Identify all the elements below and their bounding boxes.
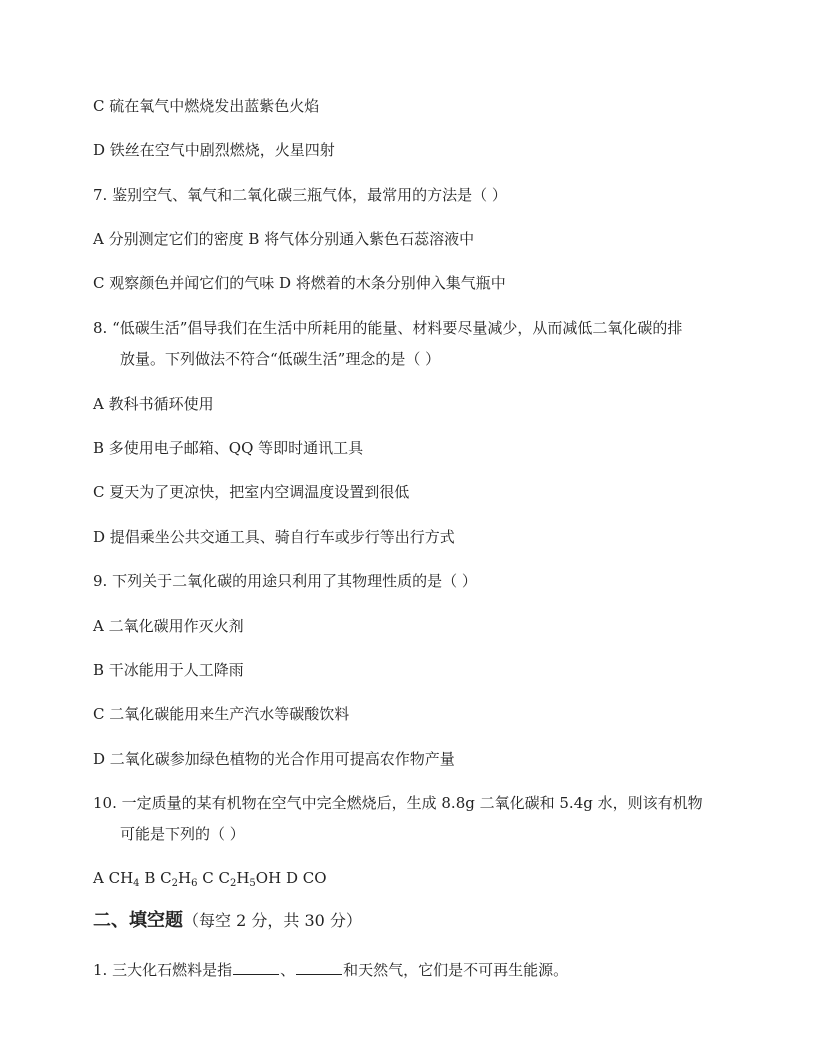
- fill-1-blank-1[interactable]: [233, 960, 279, 975]
- question-10-line2: 可能是下列的（ ）: [120, 825, 245, 843]
- option-q9c: C 二氧化碳能用来生产汽水等碳酸饮料: [93, 705, 350, 723]
- options-q7-cd: C 观察颜色并闻它们的气味 D 将燃着的木条分别伸入集气瓶中: [93, 274, 506, 292]
- q10-b-label: B C: [139, 869, 172, 887]
- q10-d-label: D CO: [281, 869, 327, 887]
- q10-c-label: C C: [197, 869, 230, 887]
- q10-c-mid: H: [236, 869, 250, 887]
- q10-c-sub1: 2: [229, 878, 237, 889]
- q10-b-mid: H: [177, 869, 192, 887]
- option-q6c: C 硫在氧气中燃烧发出蓝紫色火焰: [93, 97, 320, 115]
- option-q9b: B 干冰能用于人工降雨: [93, 661, 244, 679]
- options-q7-ab: A 分别测定它们的密度 B 将气体分别通入紫色石蕊溶液中: [93, 230, 475, 248]
- fill-1-blank-2[interactable]: [296, 960, 342, 975]
- fill-1-sep: 、: [280, 961, 296, 979]
- option-q6d: D 铁丝在空气中剧烈燃烧，火星四射: [93, 141, 335, 159]
- option-q8b: B 多使用电子邮箱、QQ 等即时通讯工具: [93, 439, 364, 457]
- question-9: 9. 下列关于二氧化碳的用途只利用了其物理性质的是（ ）: [93, 572, 477, 590]
- question-7: 7. 鉴别空气、氧气和二氧化碳三瓶气体，最常用的方法是（ ）: [93, 186, 507, 204]
- q10-c-end: OH: [255, 869, 282, 887]
- section-2-heading: [93, 909, 362, 933]
- fill-1-prefix: 1. 三大化石燃料是指: [93, 961, 233, 979]
- option-q9a: A 二氧化碳用作灭火剂: [93, 617, 244, 635]
- question-10-line1: 10. 一定质量的某有机物在空气中完全燃烧后，生成 8.8g 二氧化碳和 5.4g 水，则该有机物: [93, 794, 703, 812]
- q10-b-sub1: 2: [171, 878, 178, 889]
- option-q9d: D 二氧化碳参加绿色植物的光合作用可提高农作物产量: [93, 750, 455, 768]
- question-8-line2: 放量。下列做法不符合“低碳生活”理念的是（ ）: [120, 350, 441, 368]
- fill-1-suffix: 和天然气，它们是不可再生能源。: [343, 961, 569, 979]
- options-q10: [93, 868, 327, 888]
- q10-a-label: A CH: [93, 869, 134, 887]
- q10-c-sub2: 5: [249, 878, 256, 889]
- q10-a-sub: 4: [133, 878, 140, 889]
- section-2-score: （每空 2 分，共 30 分）: [183, 911, 362, 930]
- fill-question-1: [93, 960, 568, 980]
- q10-b-sub2: 6: [191, 878, 198, 889]
- option-q8c: C 夏天为了更凉快，把室内空调温度设置到很低: [93, 483, 410, 501]
- question-8-line1: 8. “低碳生活”倡导我们在生活中所耗用的能量、材料要尽量减少，从而减低二氧化碳的排: [93, 319, 683, 337]
- option-q8a: A 教科书循环使用: [93, 395, 214, 413]
- option-q8d: D 提倡乘坐公共交通工具、骑自行车或步行等出行方式: [93, 528, 455, 546]
- section-2-title: 二、填空题: [93, 910, 183, 931]
